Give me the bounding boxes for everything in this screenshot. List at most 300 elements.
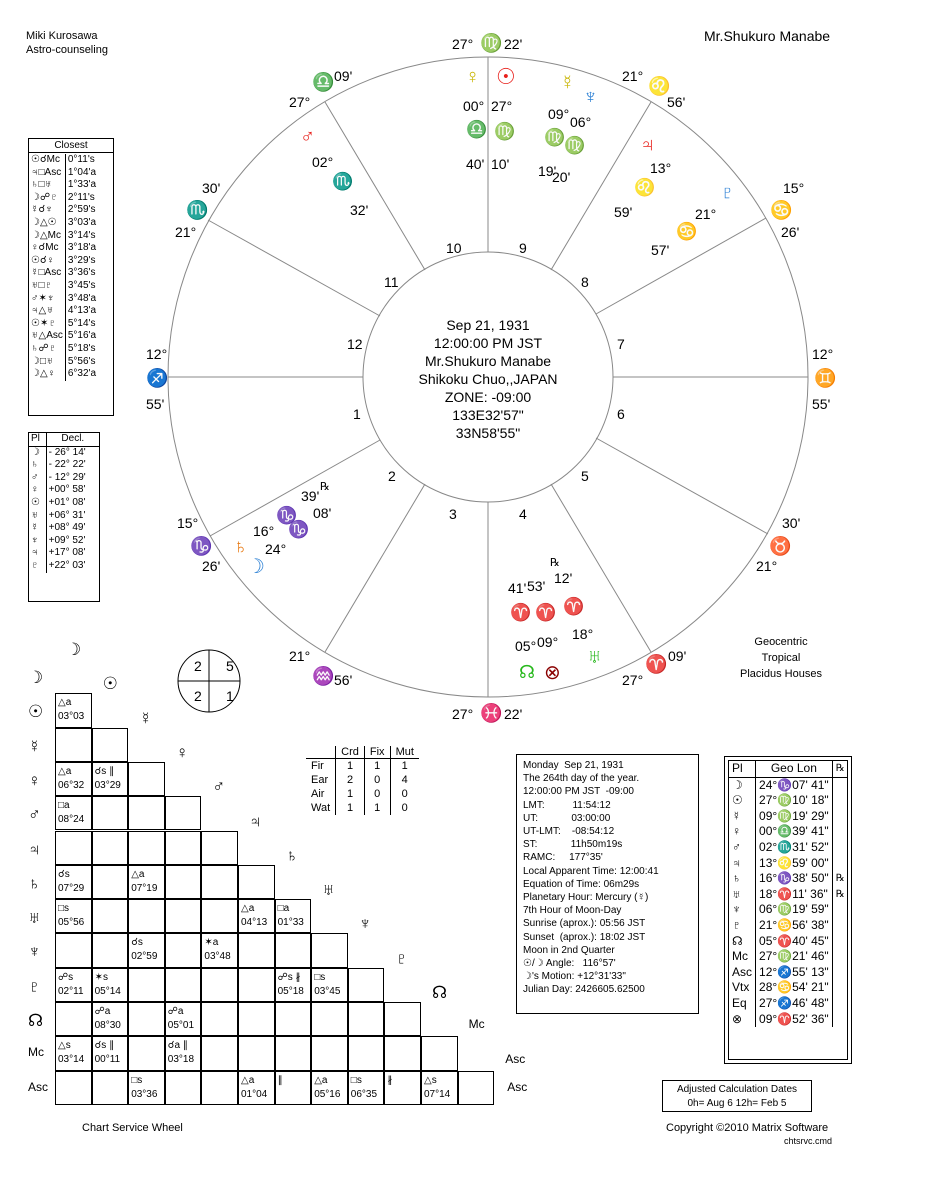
aspect-symbol: □s	[350, 1074, 362, 1086]
dsc-cusp-minutes: 55'	[812, 396, 831, 412]
closest-aspect: ♅□♇	[29, 280, 65, 293]
chart-style-line: Placidus Houses	[740, 668, 822, 680]
house-number: 1	[353, 406, 361, 422]
aspect-grid-cell	[55, 1071, 92, 1105]
geo-longitude: 02°♏31' 52"	[756, 840, 833, 856]
element-mutable: 1	[401, 760, 408, 772]
aspect-grid-cell	[92, 831, 129, 865]
element-fixed: 1	[364, 759, 390, 774]
aspect-grid-cell	[92, 796, 129, 830]
decl-value: - 26° 14'	[48, 446, 86, 458]
aspect-orb: 06°32	[58, 779, 85, 791]
asc-cusp-degree: 12°	[146, 346, 168, 362]
h2-cusp-minutes: 26'	[202, 558, 221, 574]
geo-row	[729, 980, 848, 996]
neptune-minutes: 20'	[552, 169, 571, 185]
h3-cusp-line	[325, 484, 425, 652]
info-line: RAMC: 177°35'	[523, 852, 603, 864]
aspect-grid-cell	[238, 1002, 275, 1036]
quadrant-count: 5	[226, 658, 234, 674]
pluto-degree: 21°	[695, 206, 717, 222]
aspect-grid-diagonal-label: ♇	[395, 948, 409, 968]
aspect-symbol: □s	[314, 971, 326, 983]
aspect-orb: 05°56	[58, 917, 85, 929]
declination-panel	[28, 432, 100, 602]
element-fixed: 0	[364, 773, 390, 787]
aspect-symbol: □a	[58, 800, 70, 812]
geo-planet: ⊗	[729, 1012, 756, 1028]
geo-retrograde	[832, 777, 847, 793]
closest-orb: 3°18'a	[67, 242, 97, 254]
aspect-symbol: ☌s ∥	[94, 765, 115, 777]
aspect-grid-cell	[201, 1002, 238, 1036]
info-line: ☉/☽ Angle: 116°57'	[523, 958, 616, 970]
decl-value: +08° 49'	[48, 522, 86, 534]
declination-row	[29, 547, 99, 560]
aspect-grid-cell	[201, 1071, 238, 1105]
closest-row	[29, 293, 98, 306]
moon-degree: 24°	[265, 541, 287, 557]
geo-planet: ☊	[729, 934, 756, 950]
closest-orb: 3°14's	[67, 229, 96, 241]
closest-orb: 5°18's	[67, 342, 96, 354]
aspect-grid-row-label: ☉	[28, 702, 44, 722]
aspect-orb: 03°03	[58, 711, 85, 723]
closest-aspect: ♄□♅	[29, 179, 65, 192]
geo-retrograde	[832, 934, 847, 950]
aspect-grid-row-label: ♆	[28, 942, 41, 962]
geo-row	[729, 840, 848, 856]
ic-cusp-degree: 27°	[452, 706, 474, 722]
info-line: Local Apparent Time: 12:00:41	[523, 865, 659, 877]
geo-retrograde	[832, 1012, 847, 1028]
aspect-orb: 05°16	[314, 1088, 341, 1100]
closest-row	[29, 356, 98, 369]
aspect-symbol: ✶a	[204, 937, 219, 949]
geo-planet: Eq	[729, 996, 756, 1012]
aspect-grid-diagonal-label: ☽	[66, 640, 82, 659]
geo-retrograde	[832, 840, 847, 856]
closest-row	[29, 343, 98, 356]
aspect-orb: 05°01	[167, 1020, 195, 1031]
aspect-grid-row-label: ♅	[28, 908, 41, 928]
aspect-grid-cell	[275, 1036, 312, 1070]
geo-longitude-table	[729, 761, 848, 1027]
mars-icon: ♂	[300, 126, 315, 148]
info-line: LMT: 11:54:12	[523, 799, 611, 811]
center-line: ZONE: -09:00	[444, 389, 532, 405]
h8-cusp-degree: 15°	[783, 180, 805, 196]
declination-row	[29, 510, 99, 523]
aspect-orb: 05°14	[94, 985, 121, 997]
geo-longitude: 18°♈11' 36"	[756, 887, 833, 903]
aspect-grid-cell	[238, 933, 275, 967]
aspect-symbol: □s	[131, 1074, 143, 1086]
aspect-grid-cell	[128, 968, 165, 1002]
capricorn-sign-icon: ♑	[288, 520, 310, 539]
center-line: Mr.Shukuro Manabe	[424, 353, 552, 369]
aspect-symbol: △a	[58, 697, 72, 709]
geo-planet: ☉	[729, 793, 756, 809]
aspect-grid-row-label: ♂	[28, 805, 41, 825]
geo-row	[729, 809, 848, 825]
aspect-grid-cell	[92, 728, 129, 762]
aspect-grid-diagonal-label: Mc	[468, 1017, 485, 1032]
aspect-grid-row-label: ♀	[28, 770, 41, 790]
aspect-symbol: △s	[424, 1074, 437, 1086]
element-cardinal: 1	[336, 759, 365, 774]
uranus-minutes: 12'	[554, 570, 573, 586]
aspect-grid-cell	[55, 1002, 92, 1036]
closest-row	[29, 330, 98, 343]
aspect-grid-cell	[311, 1036, 348, 1070]
aspect-symbol: △a	[241, 903, 255, 915]
closest-row	[29, 167, 98, 180]
aspect-grid-diagonal-label: ☉	[102, 674, 118, 694]
aspect-grid-cell	[201, 899, 238, 933]
aspect-symbol: △a	[58, 765, 72, 777]
geo-row	[729, 996, 848, 1012]
aspect-grid	[24, 632, 528, 1102]
neptune-degree: 06°	[570, 114, 592, 130]
north-node-icon: ☊	[519, 662, 535, 682]
center-line: 12:00:00 PM JST	[433, 335, 543, 351]
aspect-grid-cell	[165, 933, 202, 967]
aspect-grid-cell	[201, 968, 238, 1002]
closest-row	[29, 305, 98, 318]
element-name: Fir	[306, 759, 336, 774]
geo-planet: ♃	[729, 856, 756, 872]
aspect-orb: 05°18	[277, 985, 304, 997]
aries-sign-icon: ♈	[510, 603, 532, 622]
aspect-symbol: △a	[241, 1074, 255, 1086]
aspect-grid-cell	[348, 1036, 385, 1070]
decl-planet: ♅	[29, 510, 46, 523]
geo-planet: ☽	[729, 777, 756, 793]
geo-retrograde: ℞	[835, 888, 845, 900]
aspect-orb: 00°11	[94, 1054, 121, 1066]
geo-longitude: 24°♑07' 41"	[756, 777, 833, 793]
aspect-grid-cell	[458, 1071, 495, 1105]
geo-longitude: 12°♐55' 13"	[756, 965, 833, 981]
h11-cusp-minutes: 09'	[334, 68, 353, 84]
geo-retrograde	[832, 809, 847, 825]
geo-longitude: 05°♈40' 45"	[756, 934, 833, 950]
decl-value: - 22° 22'	[48, 459, 86, 471]
uranus-degree: 18°	[572, 626, 594, 642]
closest-aspect: ☿□Asc	[29, 267, 65, 280]
aspect-symbol: ✶s	[94, 971, 108, 983]
h11-cusp-degree: 27°	[289, 94, 311, 110]
scorpio-sign-icon: ♏	[332, 172, 354, 191]
geo-retrograde	[832, 965, 847, 981]
declination-row	[29, 459, 99, 472]
saturn-icon: ♄	[233, 536, 248, 558]
aspect-orb: 02°11	[58, 985, 84, 997]
virgo-sign-icon: ♍	[494, 122, 516, 141]
aspect-grid-cell	[275, 1002, 312, 1036]
geo-retrograde	[832, 856, 847, 872]
aspect-grid-diagonal-label: ☊	[432, 983, 448, 1002]
aspect-symbol: □a	[277, 903, 290, 915]
footer-left: Chart Service Wheel	[82, 1122, 183, 1134]
aspect-symbol: ∦	[387, 1074, 393, 1086]
aspect-orb: 01°04	[241, 1088, 268, 1100]
geo-planet: ♄	[729, 871, 756, 887]
closest-orb: 3°03'a	[67, 216, 97, 228]
geo-header-planet: Pl	[729, 761, 756, 777]
element-mutable: 4	[401, 774, 408, 786]
aspect-symbol: ∥	[277, 1074, 283, 1086]
closest-row	[29, 179, 98, 192]
center-line: 33N58'55"	[455, 425, 521, 441]
aspect-grid-cell	[238, 865, 275, 899]
closest-orb: 6°32'a	[67, 368, 97, 380]
aspect-grid-cell	[421, 1036, 458, 1070]
aspect-grid-cell	[92, 933, 129, 967]
closest-row	[29, 255, 98, 268]
virgo-sign-icon: ♍	[480, 33, 503, 53]
aspect-symbol: ☌s ∥	[94, 1040, 115, 1052]
aspect-grid-diagonal-label: ♄	[285, 845, 299, 865]
scorpio-sign-icon: ♏	[186, 200, 209, 220]
moon-icon: ☽	[247, 556, 265, 578]
info-line: Moon in 2nd Quarter	[523, 944, 615, 956]
geo-longitude: 09°♈52' 36"	[756, 1012, 833, 1028]
aspect-grid-diagonal-label: ♅	[322, 880, 335, 900]
geo-row	[729, 902, 848, 918]
mc-cusp-minutes: 22'	[504, 36, 523, 52]
center-line: 133E32'57"	[452, 407, 524, 423]
info-line: UT: 03:00:00	[523, 812, 611, 824]
aspect-grid-diagonal-label: ♀	[175, 742, 189, 762]
h5-cusp-degree: 27°	[622, 672, 644, 688]
closest-row	[29, 217, 98, 230]
asc-cusp-minutes: 55'	[146, 396, 165, 412]
element-name: Air	[306, 787, 336, 801]
geo-planet: Vtx	[729, 980, 756, 996]
mars-minutes: 32'	[350, 202, 369, 218]
capricorn-sign-icon: ♑	[276, 506, 298, 525]
center-line: Sep 21, 1931	[446, 317, 530, 333]
fortune-degree: 09°	[537, 634, 559, 650]
geo-retrograde	[832, 793, 847, 809]
aspect-grid-cell	[165, 968, 202, 1002]
geo-row	[729, 965, 848, 981]
ic-cusp-minutes: 22'	[504, 706, 523, 722]
house-number: 2	[388, 468, 396, 484]
decl-value: +01° 08'	[48, 496, 86, 508]
libra-sign-icon: ♎	[466, 120, 488, 139]
virgo-sign-icon: ♍	[564, 136, 586, 155]
house-number: 10	[446, 240, 462, 256]
neptune-icon: ♆	[583, 86, 598, 108]
mc-cusp-degree: 27°	[452, 36, 474, 52]
h9-cusp-minutes: 56'	[667, 94, 686, 110]
aspect-symbol: ☌s	[131, 937, 143, 949]
aspect-symbol: ☌a ∥	[167, 1040, 188, 1052]
moon-minutes: 08'	[313, 505, 332, 521]
geo-retrograde: ℞	[835, 873, 845, 885]
house-number: 6	[617, 406, 625, 422]
aspect-grid-cell	[128, 899, 165, 933]
closest-orb: 1°33'a	[67, 179, 97, 191]
aspect-symbol: ☌s	[58, 868, 70, 880]
closest-orb: 3°29's	[67, 254, 96, 266]
aspect-symbol: △a	[131, 868, 145, 880]
aspect-grid-cell	[128, 1002, 165, 1036]
closest-orb: 2°59's	[67, 204, 96, 216]
aspect-symbol: ☍s	[58, 971, 74, 983]
closest-aspect: ♃□Asc	[29, 167, 65, 180]
geo-planet: ♆	[729, 902, 756, 918]
declination-row	[29, 497, 99, 510]
geo-longitude: 16°♑38' 50"	[756, 871, 833, 887]
h5-cusp-line	[551, 484, 651, 652]
decl-planet: ☽	[29, 446, 46, 459]
geo-retrograde	[832, 902, 847, 918]
chart-style-line: Tropical	[761, 652, 801, 664]
geo-planet: ♇	[729, 918, 756, 934]
closest-aspect: ☽△♀	[29, 368, 65, 381]
virgo-sign-icon: ♍	[544, 128, 566, 147]
geo-retrograde	[832, 824, 847, 840]
aspect-grid-cell	[165, 831, 202, 865]
closest-orb: 5°16'a	[67, 330, 97, 342]
closest-orb: 5°14's	[67, 317, 96, 329]
element-mutable: 0	[401, 788, 408, 800]
aspect-symbol: ☍s ∦	[277, 971, 301, 983]
geo-longitude-panel	[724, 756, 852, 1064]
h6-cusp-minutes: 30'	[782, 515, 801, 531]
info-line: ☽'s Motion: +12°31'33"	[523, 971, 626, 983]
element-cardinal: 1	[336, 801, 365, 815]
closest-orb: 2°11's	[67, 191, 95, 203]
house-number: 5	[581, 468, 589, 484]
geo-retrograde	[832, 949, 847, 965]
closest-row	[29, 368, 98, 381]
closest-row	[29, 242, 98, 255]
closest-aspect: ♂✶♆	[29, 293, 65, 306]
closest-table	[29, 154, 98, 381]
geo-row	[729, 824, 848, 840]
geo-row	[729, 856, 848, 872]
aspect-symbol: ☍a	[167, 1006, 184, 1017]
closest-title: Closest	[29, 139, 113, 153]
geo-planet: ♅	[729, 887, 756, 903]
aspect-grid-cell	[55, 728, 92, 762]
geo-header-lon: Geo Lon	[756, 761, 833, 777]
geo-longitude: 27°♍10' 18"	[756, 793, 833, 809]
decl-planet: ☉	[29, 497, 46, 510]
aspect-symbol: △a	[314, 1074, 328, 1086]
aspect-grid-diagonal-label: ♂	[212, 777, 226, 797]
venus-minutes: 40'	[466, 156, 485, 172]
declination-row	[29, 535, 99, 548]
closest-aspect: ♃△♅	[29, 305, 65, 318]
geo-row	[729, 793, 848, 809]
subject-name: Mr.Shukuro Manabe	[704, 28, 831, 44]
element-cardinal: 2	[336, 773, 365, 787]
house-number: 4	[519, 506, 527, 522]
leo-sign-icon: ♌	[648, 76, 671, 96]
closest-row	[29, 230, 98, 243]
aspect-grid-cell	[128, 796, 165, 830]
jupiter-minutes: 59'	[614, 204, 633, 220]
geo-row	[729, 887, 848, 903]
house-number: 9	[519, 240, 527, 256]
closest-aspect: ☽△☉	[29, 217, 65, 230]
elements-header: Fix	[364, 746, 390, 759]
closest-aspect: ☽☍♇	[29, 192, 65, 205]
h6-cusp-line	[596, 438, 768, 534]
sun-degree: 27°	[491, 98, 513, 114]
venus-icon: ♀	[465, 66, 480, 88]
chart-center-info	[388, 316, 588, 442]
decl-value: +06° 31'	[48, 509, 86, 521]
saturn-degree: 16°	[253, 523, 275, 539]
closest-aspect: ☿☌♆	[29, 204, 65, 217]
closest-row	[29, 318, 98, 331]
mercury-minutes: 19'	[538, 163, 557, 179]
info-line: Sunset (aprox.): 18:02 JST	[523, 931, 646, 943]
aspect-grid-cell	[165, 865, 202, 899]
h12-cusp-degree: 21°	[175, 224, 197, 240]
aspect-grid-diagonal-label: ☿	[139, 708, 152, 728]
geo-longitude: 06°♍19' 59"	[756, 902, 833, 918]
closest-row	[29, 192, 98, 205]
info-line: Planetary Hour: Mercury (☿)	[523, 892, 649, 904]
aspect-grid-row-label: ☊	[28, 1011, 44, 1030]
aspect-orb: 06°35	[350, 1088, 378, 1100]
aspect-grid-cell	[165, 796, 202, 830]
aspect-grid-cell	[92, 865, 129, 899]
libra-sign-icon: ♎	[312, 72, 335, 92]
aspect-grid-cell	[384, 1002, 421, 1036]
aspect-orb: 08°30	[94, 1020, 121, 1031]
info-line: 12:00:00 PM JST -09:00	[523, 786, 634, 798]
aspect-orb: 03°45	[314, 985, 341, 997]
decl-value: +22° 03'	[48, 559, 86, 571]
geo-header-retro: ℞	[835, 763, 845, 774]
aspect-orb: 02°59	[131, 951, 158, 963]
house-number: 3	[449, 506, 457, 522]
element-fixed: 0	[364, 787, 390, 801]
info-line: Monday Sep 21, 1931	[523, 760, 624, 771]
mercury-degree: 09°	[548, 106, 570, 122]
info-line: Sunrise (aprox.): 05:56 JST	[523, 918, 646, 930]
declination-table	[29, 433, 99, 573]
geo-row	[729, 918, 848, 934]
aspect-grid-row-label: ☿	[28, 736, 41, 756]
aspect-orb: 03°36	[131, 1088, 158, 1100]
aries-sign-icon: ♈	[563, 597, 585, 616]
info-line: Julian Day: 2426605.62500	[523, 984, 645, 996]
info-line: ST: 11h50m19s	[523, 839, 623, 851]
aspect-grid-row-label: ♃	[28, 839, 41, 859]
declination-row	[29, 522, 99, 535]
aspect-grid-row-label: ☽	[28, 668, 44, 687]
saturn-retrograde-icon: ℞	[320, 481, 330, 493]
fortune-minutes: 53'	[527, 578, 546, 594]
decl-value: +09° 52'	[48, 534, 86, 546]
geo-row	[729, 934, 848, 950]
quadrant-count: 1	[226, 688, 234, 704]
geo-longitude: 28°♋54' 21"	[756, 980, 833, 996]
declination-row	[29, 446, 99, 459]
declination-row	[29, 472, 99, 485]
aspect-grid-cell	[128, 762, 165, 796]
